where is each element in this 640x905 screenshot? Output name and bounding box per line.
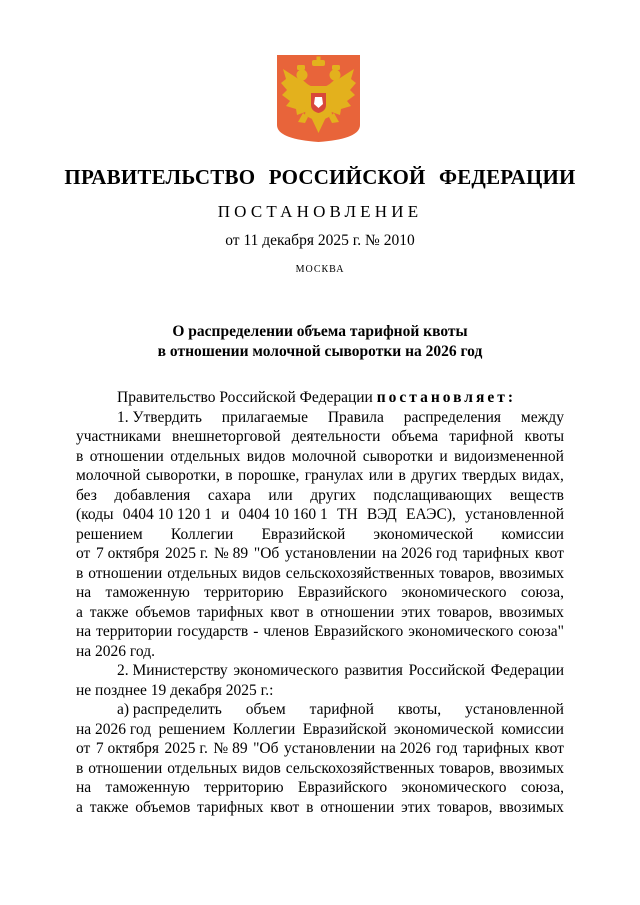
word: объем bbox=[245, 701, 286, 718]
word: 2025 г. bbox=[164, 545, 209, 562]
word: ЕАЭС), bbox=[405, 506, 456, 523]
word: твердых bbox=[462, 467, 517, 484]
word: территорию bbox=[204, 584, 284, 601]
word: отношении bbox=[320, 798, 395, 816]
word: сахара bbox=[207, 486, 251, 504]
word: объема bbox=[391, 428, 439, 445]
document-date-number: от 11 декабря 2025 г. № 2010 bbox=[225, 232, 415, 249]
word: комиссии bbox=[501, 720, 564, 738]
word: внешнеторговой bbox=[171, 428, 281, 445]
word: также bbox=[89, 603, 129, 621]
word: ВЭД bbox=[366, 506, 397, 523]
word: в bbox=[306, 603, 314, 621]
word: или bbox=[368, 467, 394, 484]
word: на bbox=[76, 584, 92, 601]
word: территорию bbox=[204, 779, 284, 796]
document-type: ПОСТАНОВЛЕНИЕ bbox=[217, 202, 423, 221]
word: видов bbox=[242, 564, 281, 582]
word: государств bbox=[177, 623, 249, 640]
word: ввозимых bbox=[499, 759, 564, 777]
word: 7 октября bbox=[95, 740, 160, 757]
government-title: ПРАВИТЕЛЬСТВО РОССИЙСКОЙ ФЕДЕРАЦИИ bbox=[64, 165, 576, 189]
word: между bbox=[520, 408, 564, 426]
word: Евразийской bbox=[302, 720, 387, 738]
word: № 89 bbox=[213, 740, 248, 757]
word: установленной bbox=[465, 506, 564, 523]
word: без bbox=[76, 486, 97, 504]
intro-text: Правительство Российской Федерации bbox=[117, 389, 377, 406]
word: развития bbox=[344, 662, 403, 679]
word: товаров, bbox=[437, 603, 493, 621]
subject-line: в отношении молочной сыворотки на 2026 год bbox=[157, 343, 483, 360]
word: союза, bbox=[520, 779, 564, 796]
word: порошке, bbox=[237, 467, 300, 484]
word: ввозимых bbox=[499, 603, 564, 621]
word: ввозимых bbox=[499, 564, 564, 582]
word: союза, bbox=[520, 584, 564, 601]
word: отдельных bbox=[167, 564, 238, 582]
word: Коллегии bbox=[232, 720, 296, 738]
word: установленной bbox=[465, 701, 564, 718]
paragraph-line bbox=[76, 603, 564, 623]
word: тарифных bbox=[197, 798, 264, 816]
word: "Об bbox=[253, 740, 279, 757]
word: также bbox=[89, 798, 129, 816]
word: на bbox=[76, 623, 92, 640]
document-city: МОСКВА bbox=[295, 264, 345, 275]
word: ввозимых bbox=[499, 798, 564, 816]
word: тарифных bbox=[462, 740, 530, 757]
word: отношении bbox=[320, 603, 395, 621]
word: товаров, bbox=[439, 564, 495, 582]
word: решением bbox=[76, 525, 143, 543]
paragraph-line bbox=[76, 408, 564, 428]
word: отношении bbox=[89, 447, 164, 465]
word: таможенную bbox=[105, 584, 190, 601]
word: сельскохозяйственных bbox=[285, 759, 435, 777]
word: других bbox=[411, 467, 457, 484]
word: этих bbox=[401, 798, 431, 816]
word: в bbox=[76, 447, 84, 465]
word: Евразийского bbox=[297, 584, 388, 601]
paragraph-line bbox=[76, 447, 564, 467]
paragraph-line bbox=[76, 720, 564, 740]
word: 0404 10 120 1 bbox=[122, 506, 212, 523]
word: экономической bbox=[373, 525, 474, 543]
paragraph-line bbox=[76, 525, 564, 545]
word: молочной bbox=[76, 467, 141, 484]
word: на 2026 bbox=[380, 740, 431, 757]
word: и bbox=[221, 506, 230, 523]
word: распределения bbox=[403, 408, 502, 426]
word: а) распределить bbox=[117, 701, 222, 718]
word: деятельности bbox=[291, 428, 381, 445]
word: Российской bbox=[408, 662, 486, 679]
paragraph-line bbox=[76, 427, 564, 447]
word: № 89 bbox=[214, 545, 249, 562]
word: квот bbox=[534, 545, 564, 562]
word: квот bbox=[270, 603, 300, 621]
word: на bbox=[76, 779, 92, 796]
paragraph-line bbox=[76, 759, 564, 779]
word: территории bbox=[96, 623, 173, 640]
word: (коды bbox=[76, 506, 114, 523]
word: решением bbox=[158, 720, 226, 738]
word: квоты bbox=[524, 428, 564, 445]
word: объемов bbox=[135, 798, 191, 816]
word: а bbox=[76, 798, 83, 816]
intro-paragraph bbox=[76, 388, 564, 408]
word: сельскохозяйственных bbox=[285, 564, 435, 582]
word: объемов bbox=[135, 603, 191, 621]
word: экономической bbox=[394, 720, 494, 738]
word: "Об bbox=[253, 545, 280, 562]
word: экономического bbox=[408, 623, 514, 640]
word: 1. Утвердить bbox=[117, 408, 202, 426]
word: видов bbox=[246, 447, 286, 465]
word: установлении bbox=[285, 545, 377, 562]
word: Правила bbox=[327, 408, 384, 426]
word: тарифной bbox=[449, 428, 514, 445]
paragraph-line bbox=[76, 505, 564, 525]
paragraph-line bbox=[76, 700, 564, 720]
word: или bbox=[268, 486, 293, 504]
paragraph-line bbox=[76, 778, 564, 798]
word: таможенную bbox=[105, 779, 190, 796]
paragraph-line bbox=[76, 661, 564, 681]
paragraph-line bbox=[76, 622, 564, 642]
word: других bbox=[310, 486, 356, 504]
word: а bbox=[76, 603, 83, 621]
document-body bbox=[76, 388, 564, 817]
word: Евразийского bbox=[314, 623, 404, 640]
word: 2025 г. bbox=[164, 740, 208, 757]
word: тарифной bbox=[309, 701, 374, 718]
word: товаров, bbox=[437, 798, 493, 816]
document-subject bbox=[0, 322, 640, 362]
word: экономического bbox=[233, 662, 339, 679]
word: в bbox=[306, 798, 314, 816]
paragraph-line bbox=[76, 739, 564, 759]
paragraph-line bbox=[76, 486, 564, 506]
paragraph-line bbox=[76, 564, 564, 584]
word: сыворотки, bbox=[145, 467, 220, 484]
paragraph-line: на 2026 год. bbox=[76, 642, 155, 660]
word: 7 октября bbox=[96, 545, 160, 562]
word: видах, bbox=[521, 467, 564, 484]
word: гранулах bbox=[304, 467, 364, 484]
word: в bbox=[76, 564, 84, 582]
word: товаров, bbox=[439, 759, 495, 777]
word: от bbox=[76, 545, 91, 562]
word: тарифных bbox=[197, 603, 264, 621]
word: отдельных bbox=[170, 447, 241, 465]
coat-of-arms-icon bbox=[277, 55, 360, 142]
word: в bbox=[398, 467, 406, 484]
word: Коллегии bbox=[170, 525, 234, 543]
word: ТН bbox=[337, 506, 358, 523]
word: год bbox=[436, 740, 458, 757]
word: отдельных bbox=[167, 759, 238, 777]
word: 0404 10 160 1 bbox=[238, 506, 328, 523]
paragraph-line bbox=[76, 466, 564, 486]
word: подслащивающих bbox=[373, 486, 493, 504]
word: установлении bbox=[284, 740, 376, 757]
paragraph-line: не позднее 19 декабря 2025 г.: bbox=[76, 681, 274, 699]
word: этих bbox=[401, 603, 431, 621]
word: членов bbox=[263, 623, 310, 640]
paragraph-line bbox=[76, 798, 564, 818]
word: в bbox=[225, 467, 233, 484]
word: квот bbox=[270, 798, 300, 816]
word: молочной bbox=[291, 447, 357, 465]
word: видов bbox=[242, 759, 281, 777]
paragraph-line bbox=[76, 544, 564, 564]
word: отношении bbox=[88, 759, 163, 777]
word: сыворотки bbox=[362, 447, 433, 465]
word: экономического bbox=[401, 779, 507, 796]
word: прилагаемые bbox=[221, 408, 308, 426]
word: квот bbox=[534, 740, 564, 757]
word: комиссии bbox=[501, 525, 564, 543]
word: 2. Министерству bbox=[117, 662, 228, 679]
word: на 2026 год bbox=[76, 720, 152, 738]
word: на 2026 год bbox=[381, 545, 457, 562]
word: добавления bbox=[114, 486, 191, 504]
subject-line: О распределении объема тарифной квоты bbox=[172, 323, 468, 340]
word: видоизмененной bbox=[454, 447, 564, 465]
word: Федерации bbox=[490, 662, 564, 679]
word: квоты, bbox=[397, 701, 442, 718]
word: от bbox=[76, 740, 91, 757]
word: отношении bbox=[88, 564, 163, 582]
word: - bbox=[253, 623, 259, 640]
word: Евразийской bbox=[261, 525, 346, 543]
word: Евразийского bbox=[297, 779, 388, 796]
word: и bbox=[439, 447, 448, 465]
word: тарифных bbox=[462, 545, 530, 562]
word: участниками bbox=[76, 428, 161, 445]
paragraph-line bbox=[76, 583, 564, 603]
word: в bbox=[76, 759, 84, 777]
word: веществ bbox=[509, 486, 564, 504]
word: экономического bbox=[401, 584, 507, 601]
word: союза" bbox=[518, 623, 564, 640]
decree-keyword: постановляет: bbox=[376, 389, 517, 406]
